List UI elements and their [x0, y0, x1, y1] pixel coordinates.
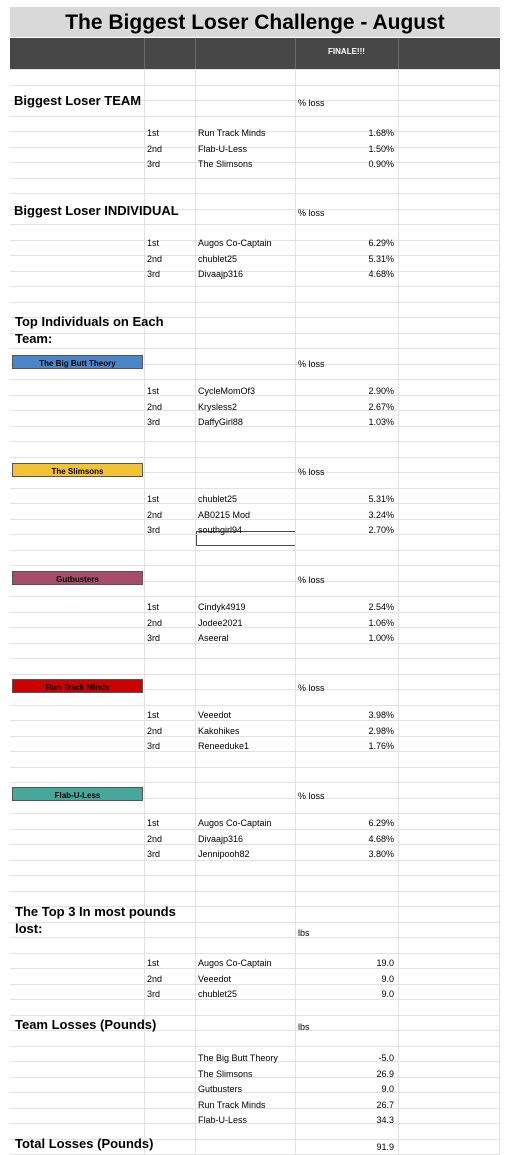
header-divider: [144, 38, 145, 69]
header-divider: [295, 38, 296, 69]
rank-label: 2nd: [147, 973, 163, 984]
section-heading: The Top 3 In most pounds lost:: [15, 904, 176, 936]
team-badge: Run Track Minds: [12, 679, 143, 693]
grid-line: [10, 844, 500, 845]
grid-line: [10, 550, 500, 551]
grid-line: [10, 596, 500, 597]
grid-line: [10, 999, 500, 1000]
grid-line: [10, 565, 500, 566]
grid-line: [10, 379, 500, 380]
value-cell: 9.0: [381, 989, 394, 999]
grid-line: [10, 984, 500, 985]
section-heading: Top Individuals on Each Team:: [15, 314, 164, 346]
rank-label: 2nd: [147, 253, 163, 264]
grid-line: [10, 705, 500, 706]
section-heading: Team Losses (Pounds): [15, 1017, 157, 1032]
name-cell: CycleMomOf3: [198, 386, 256, 396]
grid-line: [10, 875, 500, 876]
name-cell: chublet25: [198, 253, 238, 264]
name-cell: Divaajp316: [198, 269, 244, 279]
grid-line: [10, 1092, 500, 1093]
grid-line: [10, 488, 500, 489]
rank-label: 1st: [147, 958, 160, 968]
value-cell: 1.06%: [368, 617, 394, 628]
grid-line: [10, 503, 500, 504]
value-cell: 1.50%: [368, 143, 394, 154]
finale-label: FINALE!!!: [328, 47, 365, 56]
name-cell: Divaajp316: [198, 833, 244, 844]
name-cell: Run Track Minds: [198, 1099, 266, 1110]
grid-line: [10, 255, 500, 256]
grid-line: [10, 937, 500, 938]
name-cell: Jennipooh82: [198, 849, 250, 859]
grid-line: [10, 782, 500, 783]
unit-label: % loss: [298, 359, 325, 369]
team-badge: The Slimsons: [12, 463, 143, 477]
rank-label: 1st: [147, 602, 160, 612]
grid-line: [10, 953, 500, 954]
cell-grid: [10, 69, 500, 1155]
grid-line: [499, 69, 500, 1155]
value-cell: 9.0: [381, 973, 394, 984]
value-cell: 1.76%: [368, 741, 394, 751]
value-cell: 2.98%: [368, 725, 394, 736]
grid-line: [10, 1015, 500, 1016]
grid-line: [10, 767, 500, 768]
rank-label: 1st: [147, 494, 160, 504]
value-cell: 4.68%: [368, 269, 394, 279]
grid-line: [10, 302, 500, 303]
value-cell: 2.70%: [368, 525, 394, 535]
grid-line: [10, 286, 500, 287]
name-cell: Flab-U-Less: [198, 143, 248, 154]
name-cell: chublet25: [198, 989, 238, 999]
rank-label: 3rd: [147, 269, 161, 279]
value-cell: 1.68%: [368, 128, 394, 138]
name-cell: Aseeral: [198, 633, 229, 643]
rank-label: 3rd: [147, 159, 161, 169]
grid-line: [10, 736, 500, 737]
grid-line: [10, 457, 500, 458]
name-cell: Veeedot: [198, 710, 232, 720]
grid-line: [10, 519, 500, 520]
grid-line: [10, 751, 500, 752]
grid-line: [295, 69, 296, 1155]
rank-label: 1st: [147, 710, 160, 720]
grid-line: [10, 178, 500, 179]
grid-line: [10, 860, 500, 861]
grid-line: [10, 348, 500, 349]
grid-line: [10, 891, 500, 892]
unit-label: lbs: [298, 1022, 310, 1032]
grid-line: [10, 426, 500, 427]
rank-label: 3rd: [147, 741, 161, 751]
name-cell: The Big Butt Theory: [198, 1053, 278, 1063]
value-cell: 5.31%: [368, 494, 394, 504]
grid-line: [10, 612, 500, 613]
unit-label: % loss: [298, 208, 325, 218]
team-badge: Flab-U-Less: [12, 787, 143, 801]
grid-line: [10, 643, 500, 644]
rank-label: 2nd: [147, 143, 163, 154]
rank-label: 1st: [147, 128, 160, 138]
grid-line: [10, 162, 500, 163]
grid-line: [10, 627, 500, 628]
rank-label: 1st: [147, 238, 160, 248]
rank-label: 3rd: [147, 849, 161, 859]
value-cell: 0.90%: [368, 159, 394, 169]
value-cell: 3.98%: [368, 710, 394, 720]
rank-label: 2nd: [147, 617, 163, 628]
name-cell: Flab-U-Less: [198, 1115, 248, 1125]
header-row: [10, 38, 500, 70]
grid-line: [10, 720, 500, 721]
grid-line: [10, 1046, 500, 1047]
grid-line: [10, 829, 500, 830]
name-cell: Run Track Minds: [198, 128, 266, 138]
name-cell: Reneeduke1: [198, 741, 250, 751]
grid-line: [10, 271, 500, 272]
grid-line: [10, 85, 500, 86]
value-cell: 9.0: [381, 1084, 394, 1094]
value-cell: 3.80%: [368, 849, 394, 859]
value-cell: 6.29%: [368, 818, 394, 828]
grid-line: [10, 441, 500, 442]
rank-label: 3rd: [147, 525, 161, 535]
value-cell: 26.7: [376, 1099, 394, 1110]
value-cell: -5.0: [378, 1053, 394, 1063]
header-divider: [398, 38, 399, 69]
value-cell: 2.90%: [368, 386, 394, 396]
unit-label: lbs: [298, 928, 310, 938]
rank-label: 3rd: [147, 633, 161, 643]
grid-line: [10, 1123, 500, 1124]
name-cell: Kakohikes: [198, 725, 240, 736]
grid-line: [10, 224, 500, 225]
value-cell: 19.0: [376, 958, 394, 968]
name-cell: Cindyk4919: [198, 602, 246, 612]
unit-label: % loss: [298, 98, 325, 108]
sheet-title: The Biggest Loser Challenge - August: [10, 7, 500, 37]
name-cell: Jodee2021: [198, 617, 243, 628]
name-cell: Krysless2: [198, 401, 238, 412]
rank-label: 1st: [147, 386, 160, 396]
grid-line: [144, 69, 145, 1155]
team-badge: Gutbusters: [12, 571, 143, 585]
rank-label: 3rd: [147, 989, 161, 999]
name-cell: Augos Co-Captain: [198, 958, 272, 968]
section-heading: Biggest Loser INDIVIDUAL: [14, 203, 179, 218]
unit-label: % loss: [298, 467, 325, 477]
unit-label: % loss: [298, 683, 325, 693]
grid-line: [10, 674, 500, 675]
name-cell: Gutbusters: [198, 1084, 243, 1094]
value-cell: 6.29%: [368, 238, 394, 248]
header-divider: [195, 38, 196, 69]
rank-label: 2nd: [147, 833, 163, 844]
rank-label: 2nd: [147, 401, 163, 412]
team-badge: The Big Butt Theory: [12, 355, 143, 369]
grid-line: [398, 69, 399, 1155]
spreadsheet: [10, 7, 500, 1155]
grid-line: [10, 1077, 500, 1078]
value-cell: 3.24%: [368, 509, 394, 520]
value-cell: 5.31%: [368, 253, 394, 264]
name-cell: DaffyGirl88: [198, 417, 243, 427]
grid-line: [10, 410, 500, 411]
value-cell: 4.68%: [368, 833, 394, 844]
name-cell: Augos Co-Captain: [198, 818, 272, 828]
unit-label: % loss: [298, 575, 325, 585]
section-heading: Biggest Loser TEAM: [14, 93, 142, 108]
name-cell: Augos Co-Captain: [198, 238, 272, 248]
name-cell: Veeedot: [198, 973, 232, 984]
unit-label: % loss: [298, 791, 325, 801]
rank-label: 1st: [147, 818, 160, 828]
grid-line: [195, 69, 196, 1155]
grid-line: [10, 69, 500, 70]
grid-line: [10, 534, 500, 535]
value-cell: 34.3: [376, 1115, 394, 1125]
grid-line: [10, 658, 500, 659]
grid-line: [10, 813, 500, 814]
name-cell: AB0215 Mod: [198, 509, 251, 520]
value-cell: 2.54%: [368, 602, 394, 612]
rank-label: 2nd: [147, 725, 163, 736]
name-cell: chublet25: [198, 494, 238, 504]
grid-line: [10, 116, 500, 117]
value-cell: 1.03%: [368, 417, 394, 427]
rank-label: 2nd: [147, 509, 163, 520]
total-value: 91.9: [376, 1142, 394, 1152]
value-cell: 2.67%: [368, 401, 394, 412]
value-cell: 1.00%: [368, 633, 394, 643]
name-cell: southgirl94: [198, 525, 243, 535]
rank-label: 3rd: [147, 417, 161, 427]
grid-line: [10, 147, 500, 148]
name-cell: The Slimsons: [198, 1068, 253, 1079]
section-heading: Total Losses (Pounds): [15, 1136, 154, 1151]
grid-line: [10, 193, 500, 194]
name-cell: The Slimsons: [198, 159, 253, 169]
value-cell: 26.9: [376, 1068, 394, 1079]
